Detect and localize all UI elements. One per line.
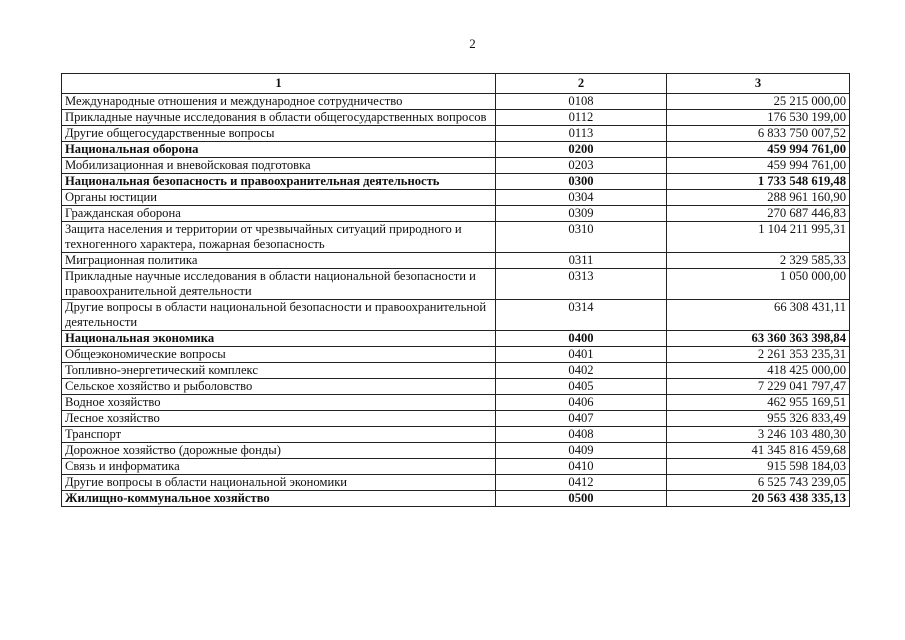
table-row bbox=[62, 94, 850, 110]
row-code: 0408 bbox=[496, 427, 667, 443]
row-name: Мобилизационная и вневойсковая подготовка bbox=[62, 158, 496, 174]
row-name: Другие общегосударственные вопросы bbox=[62, 126, 496, 142]
row-name: Транспорт bbox=[62, 427, 496, 443]
row-sum: 955 326 833,49 bbox=[667, 411, 850, 427]
table-row bbox=[62, 395, 850, 411]
row-name: Общеэкономические вопросы bbox=[62, 347, 496, 363]
table-row bbox=[62, 126, 850, 142]
row-code: 0113 bbox=[496, 126, 667, 142]
table-row bbox=[62, 347, 850, 363]
row-code: 0406 bbox=[496, 395, 667, 411]
table-row bbox=[62, 174, 850, 190]
table-row bbox=[62, 459, 850, 475]
row-sum: 6 833 750 007,52 bbox=[667, 126, 850, 142]
row-sum: 25 215 000,00 bbox=[667, 94, 850, 110]
page-number: 2 bbox=[469, 36, 476, 51]
row-sum: 418 425 000,00 bbox=[667, 363, 850, 379]
row-name: Национальная оборона bbox=[62, 142, 496, 158]
row-code: 0401 bbox=[496, 347, 667, 363]
row-code: 0313 bbox=[496, 269, 667, 300]
table-row bbox=[62, 206, 850, 222]
table-row bbox=[62, 491, 850, 507]
table-row bbox=[62, 253, 850, 269]
row-sum: 63 360 363 398,84 bbox=[667, 331, 850, 347]
row-code: 0310 bbox=[496, 222, 667, 253]
row-code: 0200 bbox=[496, 142, 667, 158]
row-name: Миграционная политика bbox=[62, 253, 496, 269]
row-code: 0314 bbox=[496, 300, 667, 331]
table-row bbox=[62, 443, 850, 459]
row-sum: 3 246 103 480,30 bbox=[667, 427, 850, 443]
row-name: Гражданская оборона bbox=[62, 206, 496, 222]
table-row bbox=[62, 190, 850, 206]
row-name: Защита населения и территории от чрезвычайных ситуаций природного и техногенного характера, пожарная безопасность bbox=[62, 222, 496, 253]
table-row bbox=[62, 363, 850, 379]
row-name: Лесное хозяйство bbox=[62, 411, 496, 427]
row-sum: 7 229 041 797,47 bbox=[667, 379, 850, 395]
table-row bbox=[62, 475, 850, 491]
row-code: 0400 bbox=[496, 331, 667, 347]
row-sum: 1 050 000,00 bbox=[667, 269, 850, 300]
row-name: Другие вопросы в области национальной безопасности и правоохранительной деятельности bbox=[62, 300, 496, 331]
row-code: 0304 bbox=[496, 190, 667, 206]
row-sum: 288 961 160,90 bbox=[667, 190, 850, 206]
row-code: 0412 bbox=[496, 475, 667, 491]
row-name: Другие вопросы в области национальной экономики bbox=[62, 475, 496, 491]
row-code: 0203 bbox=[496, 158, 667, 174]
header-col-sum: 3 bbox=[667, 74, 850, 94]
table-row bbox=[62, 110, 850, 126]
table-row bbox=[62, 427, 850, 443]
row-sum: 41 345 816 459,68 bbox=[667, 443, 850, 459]
row-name: Дорожное хозяйство (дорожные фонды) bbox=[62, 443, 496, 459]
row-code: 0300 bbox=[496, 174, 667, 190]
table-row bbox=[62, 269, 850, 300]
table-row bbox=[62, 379, 850, 395]
row-sum: 20 563 438 335,13 bbox=[667, 491, 850, 507]
row-sum: 2 261 353 235,31 bbox=[667, 347, 850, 363]
row-code: 0108 bbox=[496, 94, 667, 110]
row-name: Топливно-энергетический комплекс bbox=[62, 363, 496, 379]
row-sum: 66 308 431,11 bbox=[667, 300, 850, 331]
header-col-name: 1 bbox=[62, 74, 496, 94]
row-sum: 176 530 199,00 bbox=[667, 110, 850, 126]
header-col-code: 2 bbox=[496, 74, 667, 94]
row-name: Органы юстиции bbox=[62, 190, 496, 206]
table-row bbox=[62, 222, 850, 253]
row-sum: 6 525 743 239,05 bbox=[667, 475, 850, 491]
row-name: Жилищно-коммунальное хозяйство bbox=[62, 491, 496, 507]
row-sum: 459 994 761,00 bbox=[667, 142, 850, 158]
table-row bbox=[62, 411, 850, 427]
row-code: 0311 bbox=[496, 253, 667, 269]
row-sum: 459 994 761,00 bbox=[667, 158, 850, 174]
row-sum: 915 598 184,03 bbox=[667, 459, 850, 475]
table-row bbox=[62, 158, 850, 174]
table-row bbox=[62, 331, 850, 347]
row-code: 0407 bbox=[496, 411, 667, 427]
row-name: Национальная безопасность и правоохранительная деятельность bbox=[62, 174, 496, 190]
row-name: Прикладные научные исследования в области национальной безопасности и правоохранительной деятельности bbox=[62, 269, 496, 300]
row-name: Национальная экономика bbox=[62, 331, 496, 347]
row-sum: 270 687 446,83 bbox=[667, 206, 850, 222]
row-name: Водное хозяйство bbox=[62, 395, 496, 411]
row-code: 0410 bbox=[496, 459, 667, 475]
row-code: 0500 bbox=[496, 491, 667, 507]
row-name: Прикладные научные исследования в области общегосударственных вопросов bbox=[62, 110, 496, 126]
row-sum: 1 733 548 619,48 bbox=[667, 174, 850, 190]
table-row bbox=[62, 300, 850, 331]
row-code: 0112 bbox=[496, 110, 667, 126]
row-code: 0402 bbox=[496, 363, 667, 379]
row-code: 0309 bbox=[496, 206, 667, 222]
row-name: Международные отношения и международное сотрудничество bbox=[62, 94, 496, 110]
table-row bbox=[62, 142, 850, 158]
row-name: Сельское хозяйство и рыболовство bbox=[62, 379, 496, 395]
table-header-row bbox=[62, 74, 850, 94]
row-sum: 2 329 585,33 bbox=[667, 253, 850, 269]
budget-table bbox=[61, 73, 850, 507]
row-sum: 1 104 211 995,31 bbox=[667, 222, 850, 253]
row-code: 0405 bbox=[496, 379, 667, 395]
row-code: 0409 bbox=[496, 443, 667, 459]
row-name: Связь и информатика bbox=[62, 459, 496, 475]
row-sum: 462 955 169,51 bbox=[667, 395, 850, 411]
